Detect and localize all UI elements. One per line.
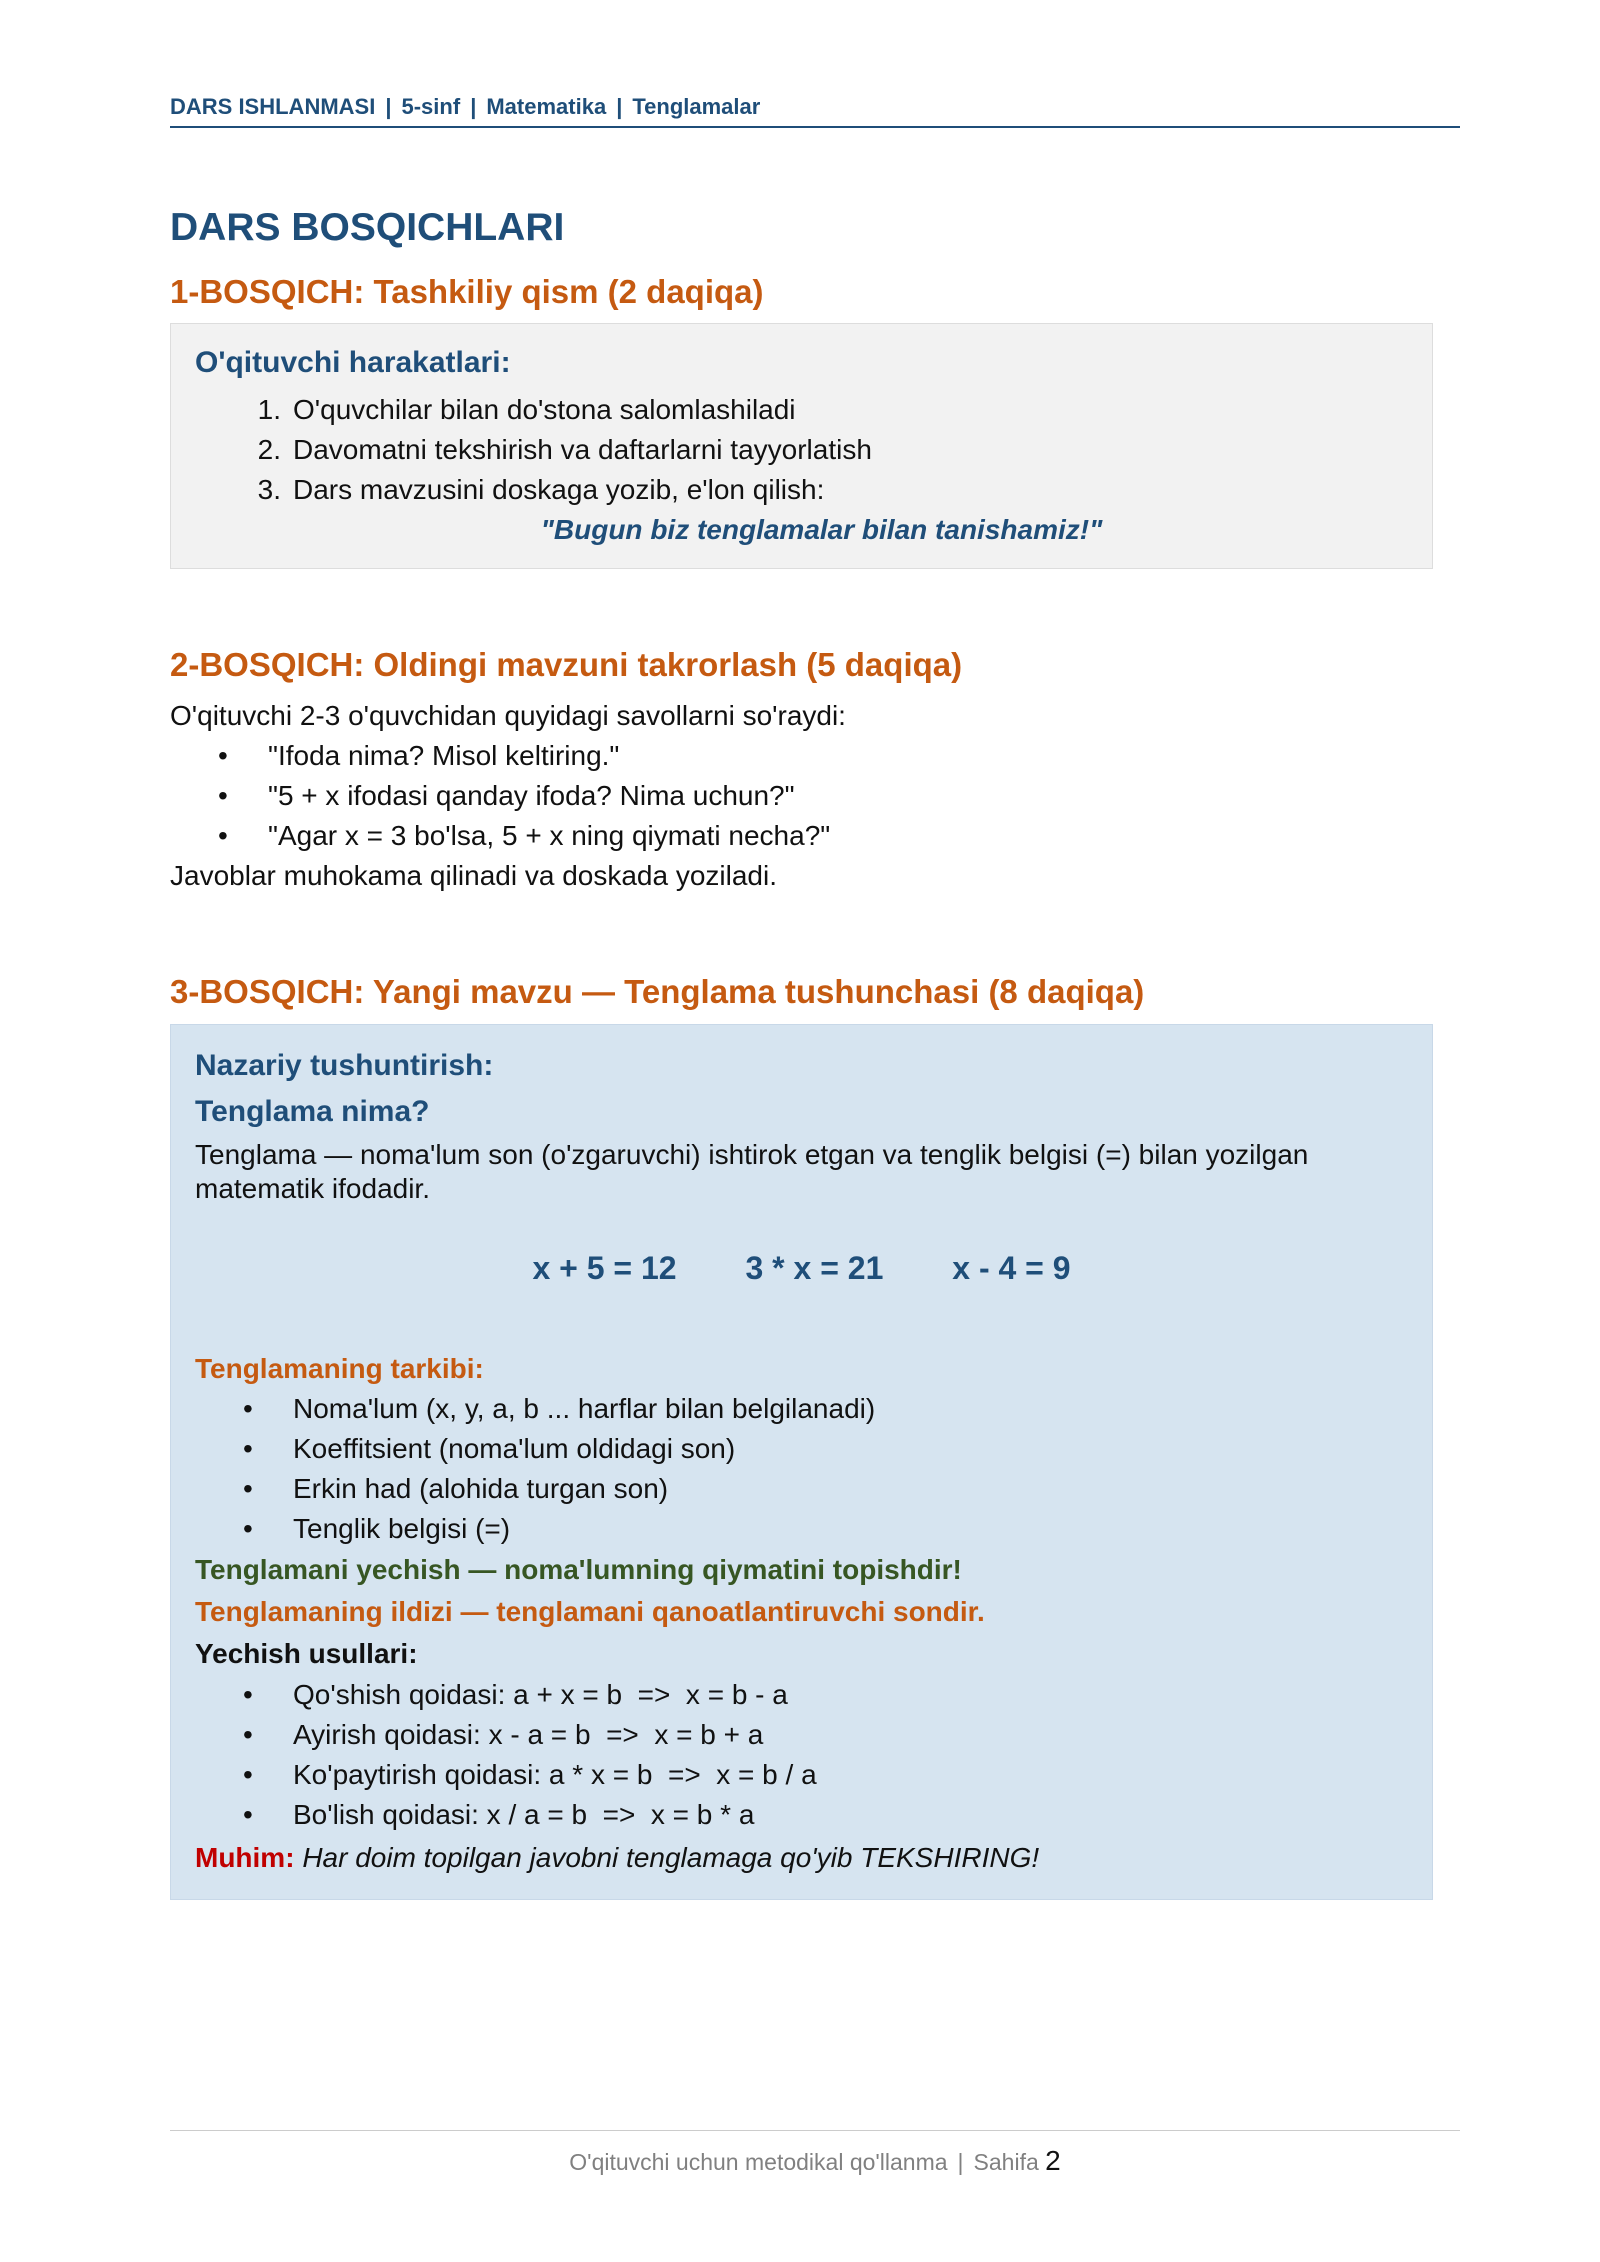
page-footer [170,2130,1460,2177]
example-equations [195,1250,1408,1287]
footer-page-label: Sahifa [973,2149,1039,2175]
header-separator: | [616,94,623,119]
stage2-outro: Javoblar muhokama qilinadi va doskada yoziladi. [170,860,778,892]
page-number: 2 [1045,2145,1061,2176]
important-note [195,1835,1408,1881]
theory-box [170,1024,1433,1900]
important-text: Har doim topilgan javobni tenglamaga qo'yib TEKSHIRING! [302,1842,1040,1874]
structure-list [195,1389,1408,1549]
page-content [170,205,1433,1900]
theory-title: Nazariy tushuntirish: [195,1049,494,1083]
bullet-icon: • [243,1513,253,1545]
methods-title: Yechish usullari: [195,1638,418,1670]
bullet-icon: • [243,1473,253,1505]
list-item: 1. O'quvchilar bilan do'stona salomlashiladi [257,393,796,425]
structure-title: Tenglamaning tarkibi: [195,1353,484,1385]
header-separator: | [470,94,477,119]
list-item: • Tenglik belgisi (=) [195,1509,1408,1549]
list-item: • Ayirish qoidasi: x - a = b => x = b + a [195,1715,1408,1755]
list-item: • Noma'lum (x, y, a, b ... harflar bilan belgilanadi) [195,1389,1408,1429]
teacher-actions-box [170,323,1433,569]
list-item: • Qo'shish qoidasi: a + x = b => x = b - a [195,1675,1408,1715]
list-item: 2. Davomatni tekshirish va daftarlarni tayyorlatish [257,433,872,465]
list-item: • Bo'lish qoidasi: x / a = b => x = b * a [195,1795,1408,1835]
page-title: DARS BOSQICHLARI [170,206,565,249]
teacher-actions-title: O'qituvchi harakatlari: [195,346,511,380]
solving-definition: Tenglamani yechish — noma'lumning qiymatini topishdir! [195,1554,962,1586]
list-item: • "5 + x ifodasi qanday ifoda? Nima uchun?" [170,776,1433,816]
header-topic: Tenglamalar [632,94,761,119]
list-item: • "Ifoda nima? Misol keltiring." [170,736,1433,776]
bullet-icon: • [218,820,228,852]
bullet-icon: • [243,1679,253,1711]
header-separator: | [385,94,392,119]
methods-list [195,1675,1408,1835]
teacher-actions-list [195,390,1408,510]
list-item: 3. Dars mavzusini doskaga yozib, e'lon qilish: [257,473,825,505]
list-item: • Erkin had (alohida turgan son) [195,1469,1408,1509]
lesson-announcement-quote: "Bugun biz tenglamalar bilan tanishamiz!" [540,513,1103,545]
stage3-heading: 3-BOSQICH: Yangi mavzu — Tenglama tushunchasi (8 daqiqa) [170,973,1145,1011]
bullet-icon: • [243,1799,253,1831]
stage2-heading: 2-BOSQICH: Oldingi mavzuni takrorlash (5 daqiqa) [170,645,963,683]
review-questions-list [170,736,1433,856]
list-item: • Koeffitsient (noma'lum oldidagi son) [195,1429,1408,1469]
important-label: Muhim: [195,1842,295,1874]
example-equation: 3 * x = 21 [745,1250,884,1287]
equation-definition: Tenglama — noma'lum son (o'zgaruvchi) ishtirok etgan va tenglik belgisi (=) bilan yozilgan matematik ifodadir. [195,1139,1309,1205]
bullet-icon: • [218,780,228,812]
list-item: • "Agar x = 3 bo'lsa, 5 + x ning qiymati necha?" [170,816,1433,856]
root-definition: Tenglamaning ildizi — tenglamani qanoatlantiruvchi sondir. [195,1596,985,1628]
example-equation: x + 5 = 12 [532,1250,677,1287]
bullet-icon: • [243,1433,253,1465]
stage2-intro: O'qituvchi 2-3 o'quvchidan quyidagi savollarni so'raydi: [170,700,846,732]
theory-subtitle: Tenglama nima? [195,1094,430,1128]
stage2-section [170,645,1433,897]
header-grade: 5-sinf [401,94,461,119]
stage1-heading: 1-BOSQICH: Tashkiliy qism (2 daqiqa) [170,272,764,310]
bullet-icon: • [243,1393,253,1425]
page-header [170,94,1460,128]
list-item: • Ko'paytirish qoidasi: a * x = b => x = b / a [195,1755,1408,1795]
header-subject: Matematika [486,94,607,119]
bullet-icon: • [243,1759,253,1791]
footer-separator: | [957,2149,964,2175]
footer-text: O'qituvchi uchun metodikal qo'llanma [569,2149,948,2175]
bullet-icon: • [243,1719,253,1751]
example-equation: x - 4 = 9 [952,1250,1071,1287]
bullet-icon: • [218,740,228,772]
header-doc-type: DARS ISHLANMASI [170,94,376,119]
